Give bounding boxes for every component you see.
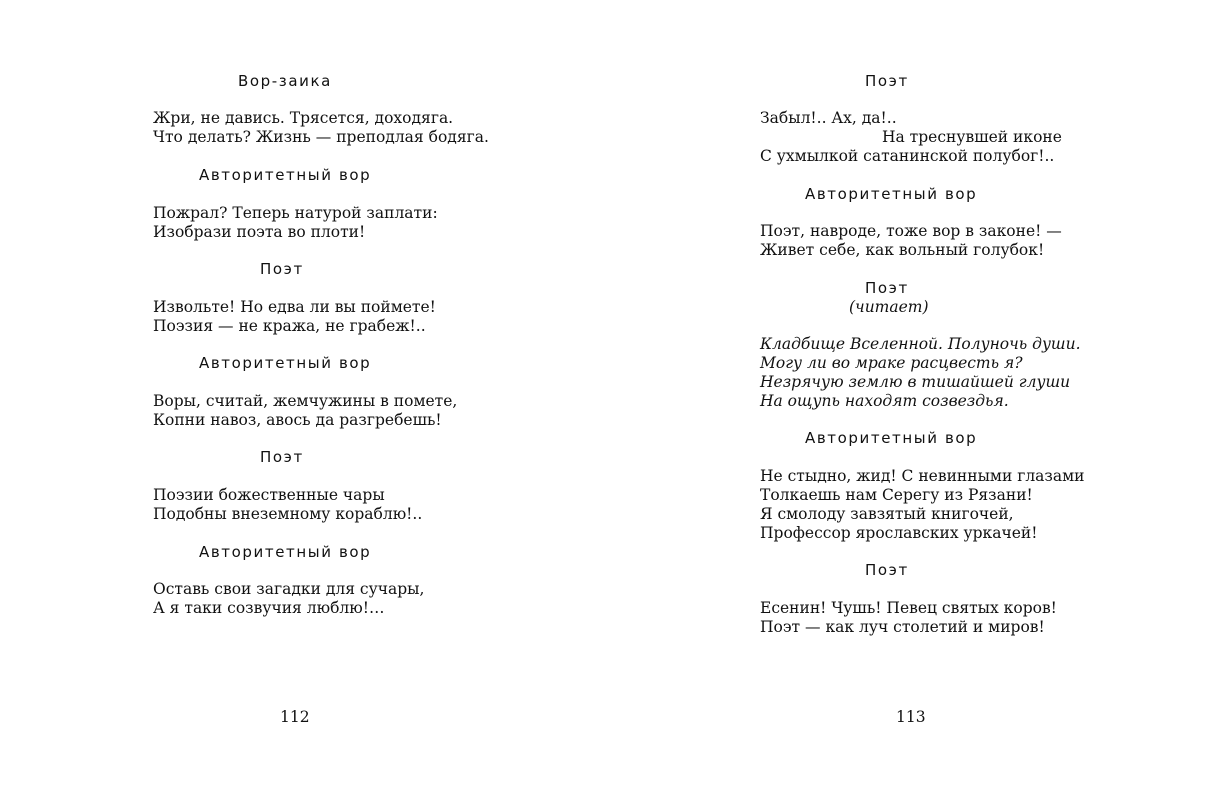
page-number: 113: [896, 708, 926, 726]
verse-line: А я таки созвучия люблю!…: [153, 599, 385, 617]
verse-line: С ухмылкой сатанинской полубог!..: [760, 147, 1055, 165]
verse-line: Могу ли во мраке расцвесть я?: [760, 354, 1023, 372]
verse-line: Забыл!.. Ах, да!..: [760, 109, 897, 127]
verse-line: Профессор ярославских уркачей!: [760, 524, 1038, 542]
verse-line: Оставь свои загадки для сучары,: [153, 580, 425, 598]
verse-line: Толкаешь нам Серегу из Рязани!: [760, 486, 1033, 504]
verse-line: Подобны внеземному кораблю!..: [153, 505, 423, 523]
verse-line: Что делать? Жизнь — преподлая бодяга.: [153, 128, 489, 146]
right-page: [606, 0, 1212, 800]
speaker-name: Авторитетный вор: [199, 166, 372, 184]
verse-line: Живет себе, как вольный голубок!: [760, 241, 1045, 259]
verse-line: Не стыдно, жид! С невинными глазами: [760, 467, 1085, 485]
speaker-name: Вор-заика: [238, 72, 332, 90]
verse-line: На треснувшей иконе: [882, 128, 1062, 146]
speaker-name: Авторитетный вор: [199, 543, 372, 561]
verse-line: На ощупь находят созвездья.: [760, 392, 1009, 410]
stage-direction: (читает): [849, 298, 929, 316]
verse-line: Воры, считай, жемчужины в помете,: [153, 392, 458, 410]
speaker-name: Авторитетный вор: [199, 354, 372, 372]
speaker-name: Авторитетный вор: [805, 185, 978, 203]
verse-line: Кладбище Вселенной. Полуночь души.: [760, 335, 1081, 353]
speaker-name: Поэт: [865, 72, 909, 90]
verse-line: Извольте! Но едва ли вы поймете!: [153, 298, 436, 316]
verse-line: Поэт, навроде, тоже вор в законе! —: [760, 222, 1062, 240]
verse-line: Копни навоз, авось да разгребешь!: [153, 411, 442, 429]
verse-line: Жри, не давись. Трясется, доходяга.: [153, 109, 454, 127]
speaker-name: Поэт: [260, 448, 304, 466]
verse-line: Поэт — как луч столетий и миров!: [760, 618, 1045, 636]
page-number: 112: [280, 708, 310, 726]
verse-line: Поэзии божественные чары: [153, 486, 385, 504]
verse-line: Изобрази поэта во плоти!: [153, 223, 366, 241]
speaker-name: Авторитетный вор: [805, 429, 978, 447]
verse-line: Поэзия — не кража, не грабеж!..: [153, 317, 426, 335]
verse-line: Я смолоду завзятый книгочей,: [760, 505, 1014, 523]
verse-line: Незрячую землю в тишайшей глуши: [760, 373, 1071, 391]
speaker-name: Поэт: [260, 260, 304, 278]
speaker-name: Поэт: [865, 279, 909, 297]
verse-line: Есенин! Чушь! Певец святых коров!: [760, 599, 1057, 617]
verse-line: Пожрал? Теперь натурой заплати:: [153, 204, 438, 222]
speaker-name: Поэт: [865, 561, 909, 579]
